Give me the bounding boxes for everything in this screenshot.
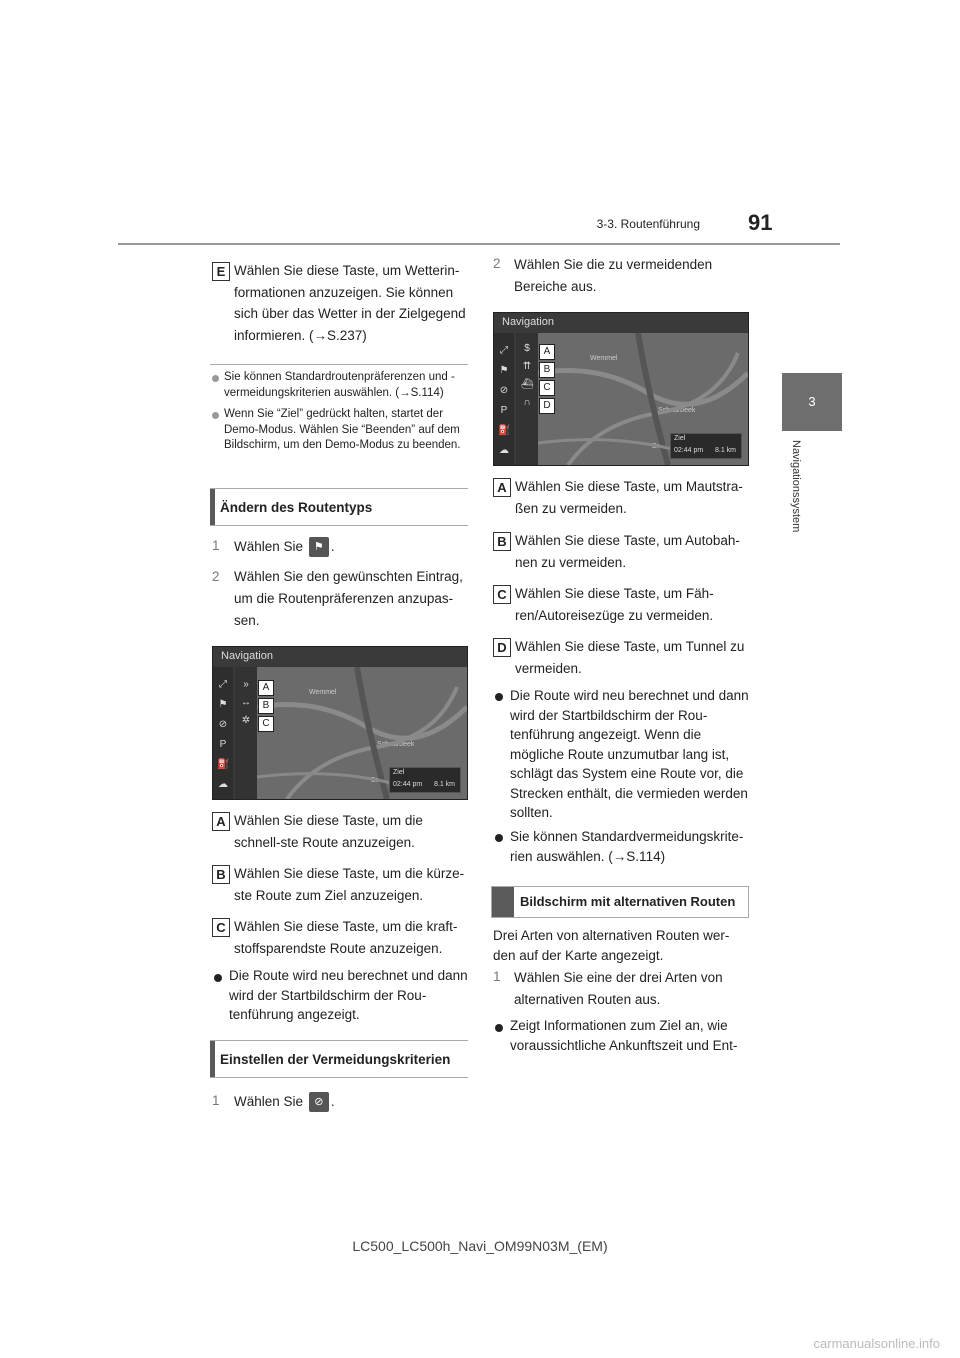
distance: 8.1 km bbox=[434, 781, 456, 788]
map-place: Wemmel bbox=[309, 689, 337, 696]
step-text: Wählen Sie bbox=[234, 539, 304, 554]
bullet bbox=[495, 834, 503, 842]
map-place: Brus bbox=[652, 443, 667, 450]
label-b: B bbox=[539, 362, 555, 378]
toll-road-icon: $ bbox=[524, 343, 530, 354]
ziel-label: Ziel bbox=[674, 435, 686, 442]
label-a: A bbox=[258, 680, 274, 696]
step-text-end: . bbox=[330, 539, 335, 554]
note-2: Wenn Sie “Ziel” gedrückt halten, startet der Demo-Modus. Wählen Sie “Beenden” auf dem Bildschirm, um den Demo-Modus zu beenden. bbox=[224, 408, 461, 451]
badge-d: D bbox=[493, 638, 511, 657]
map-place: Schaarbeek bbox=[658, 407, 696, 414]
chapter-title-text: Navigationssystem bbox=[790, 440, 802, 533]
section-title: Ändern des Routentyps bbox=[220, 500, 373, 515]
avoid-icon: ⊘ bbox=[309, 1092, 329, 1112]
step-number: 1 bbox=[212, 538, 220, 553]
step-number: 2 bbox=[493, 256, 501, 271]
route-icon: ⚑ bbox=[499, 365, 509, 376]
shortest-route-icon: ↔ bbox=[241, 697, 251, 708]
item-b-text: Wählen Sie diese Taste, um Autobah-nen zu vermeiden. bbox=[515, 533, 740, 570]
label-a: A bbox=[539, 344, 555, 360]
step-text-end: . bbox=[330, 1094, 335, 1109]
bullet-text: Die Route wird neu berechnet und dann wird der Startbildschirm der Rou-tenführung angezeigt. Wenn die mögliche Route unzumutbar lang ist, schlägt das System eine Route vor, die Strecken enthält, die vermieden werden sollten. bbox=[510, 688, 749, 820]
avoid-icon: ⊘ bbox=[499, 385, 509, 396]
note-1: Sie können Standardroutenpräferenzen und -vermeidungskriterien auswählen. (→S.114) bbox=[224, 371, 455, 399]
step-1-text: Wählen Sie eine der drei Arten von alternativen Routen aus. bbox=[514, 970, 723, 1007]
map-place: Brus bbox=[371, 777, 386, 784]
arrival-time: 02:44 pm bbox=[393, 781, 423, 788]
badge-e: E bbox=[212, 262, 230, 281]
fullscreen-icon: ⤢ bbox=[500, 345, 508, 356]
header-rule bbox=[118, 243, 840, 245]
item-c-text: Wählen Sie diese Taste, um Fäh-ren/Autoreisezüge zu vermeiden. bbox=[515, 586, 714, 623]
note-bullet bbox=[212, 375, 219, 382]
step-number: 1 bbox=[493, 969, 501, 984]
item-a-text: Wählen Sie diese Taste, um die schnell-ste Route anzuzeigen. bbox=[234, 813, 423, 850]
arrival-time: 02:44 pm bbox=[674, 447, 704, 454]
heading-block bbox=[492, 887, 514, 917]
section-label: 3-3. Routenführung bbox=[596, 217, 700, 231]
highway-icon: ⇈ bbox=[522, 361, 532, 372]
intro-text: Drei Arten von alternativen Routen wer-den auf der Karte angezeigt. bbox=[493, 928, 730, 963]
eco-route-icon: ✲ bbox=[241, 715, 251, 726]
section-title: Bildschirm mit alternativen Routen bbox=[520, 894, 736, 909]
badge-c: C bbox=[212, 918, 230, 937]
e-item-text: Wählen Sie diese Taste, um Wetterin-formationen anzuzeigen. Sie können sich über das Wetter in der Zielgegend informieren. (→S.237) bbox=[234, 263, 466, 343]
fuel-icon: ⛽ bbox=[498, 425, 511, 436]
label-c: C bbox=[258, 716, 274, 732]
ziel-label: Ziel bbox=[393, 769, 405, 776]
badge-b: B bbox=[493, 532, 511, 551]
screen-sidebar bbox=[213, 667, 233, 799]
footer: LC500_LC500h_Navi_OM99N03M_(EM) bbox=[352, 1238, 608, 1254]
bullet-text: Die Route wird neu berechnet und dann wird der Startbildschirm der Rou-tenführung angezeigt. bbox=[229, 968, 468, 1022]
navigation-screen-route-type bbox=[212, 646, 468, 800]
section-heading-vermeidung bbox=[210, 1040, 468, 1078]
option-column bbox=[235, 667, 257, 799]
parking-icon: P bbox=[219, 739, 227, 750]
step-number: 2 bbox=[212, 569, 220, 584]
label-b: B bbox=[258, 698, 274, 714]
bullet bbox=[214, 974, 222, 982]
fastest-route-icon: » bbox=[243, 679, 249, 690]
step-text: Wählen Sie bbox=[234, 1094, 304, 1109]
note-bullet bbox=[212, 412, 219, 419]
weather-icon: ☁ bbox=[218, 779, 228, 790]
bullet bbox=[495, 693, 503, 701]
distance: 8.1 km bbox=[715, 447, 737, 454]
destination-panel bbox=[670, 433, 742, 459]
option-column bbox=[516, 333, 538, 465]
page-number: 91 bbox=[748, 210, 773, 235]
item-d-text: Wählen Sie diese Taste, um Tunnel zu vermeiden. bbox=[515, 639, 745, 676]
heading-bar bbox=[210, 489, 215, 525]
item-c-text: Wählen Sie diese Taste, um die kraft-stoffsparendste Route anzuzeigen. bbox=[234, 919, 458, 956]
bullet-text: Zeigt Informationen zum Ziel an, wie voraussichtliche Ankunftszeit und Ent- bbox=[510, 1018, 738, 1053]
route-icon: ⚑ bbox=[218, 699, 228, 710]
fuel-icon: ⛽ bbox=[217, 759, 230, 770]
item-b-text: Wählen Sie diese Taste, um die kürze-ste Route zum Ziel anzuzeigen. bbox=[234, 866, 465, 903]
item-a-text: Wählen Sie diese Taste, um Mautstra-ßen zu vermeiden. bbox=[515, 479, 743, 516]
chapter-tab: 3 bbox=[782, 373, 842, 431]
bullet bbox=[495, 1024, 503, 1032]
section-heading-alternativ bbox=[491, 886, 749, 918]
notes-divider bbox=[210, 364, 468, 365]
fullscreen-icon: ⤢ bbox=[219, 679, 227, 690]
label-d: D bbox=[539, 398, 555, 414]
badge-b: B bbox=[212, 865, 230, 884]
avoid-icon: ⊘ bbox=[218, 719, 228, 730]
step-1-text bbox=[234, 1091, 335, 1112]
badge-a: A bbox=[212, 812, 230, 831]
route-preferences-icon: ⚑ bbox=[309, 537, 329, 557]
bullet-text: Sie können Standardvermeidungskrite-rien auswählen. (→S.114) bbox=[510, 829, 744, 864]
step-number: 1 bbox=[212, 1093, 220, 1108]
tunnel-icon: ∩ bbox=[523, 397, 531, 408]
badge-c: C bbox=[493, 585, 511, 604]
screen-title: Navigation bbox=[221, 650, 273, 662]
watermark: carmanualsonline.info bbox=[813, 1336, 940, 1351]
destination-panel bbox=[389, 767, 461, 793]
heading-bar bbox=[210, 1041, 215, 1077]
step-2-text: Wählen Sie den gewünschten Eintrag, um die Routenpräferenzen anzupas-sen. bbox=[234, 569, 463, 628]
weather-icon: ☁ bbox=[499, 445, 509, 456]
ferry-icon: ⛴ bbox=[521, 379, 534, 390]
step-1-text bbox=[234, 536, 335, 557]
navigation-screen-avoid bbox=[493, 312, 749, 466]
section-heading-routentyp bbox=[210, 488, 468, 526]
label-c: C bbox=[539, 380, 555, 396]
screen-sidebar bbox=[494, 333, 514, 465]
badge-a: A bbox=[493, 478, 511, 497]
step-2-text: Wählen Sie die zu vermeidenden Bereiche aus. bbox=[514, 257, 713, 294]
screen-title: Navigation bbox=[502, 316, 554, 328]
chapter-title bbox=[788, 440, 802, 560]
map-place: Schaarbeek bbox=[377, 741, 415, 748]
parking-icon: P bbox=[500, 405, 508, 416]
map-place: Wemmel bbox=[590, 355, 618, 362]
section-title: Einstellen der Vermeidungskriterien bbox=[220, 1052, 451, 1067]
